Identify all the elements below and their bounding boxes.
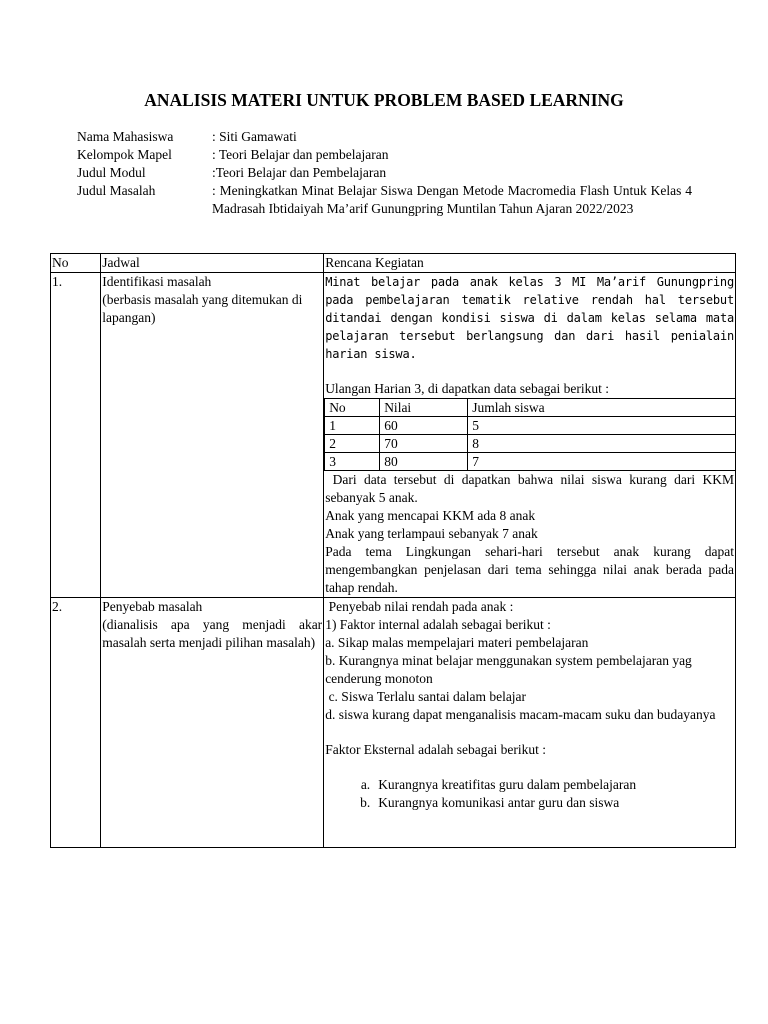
meta-row [77,146,692,164]
row-number: 1. [51,273,101,598]
meta-value: : Teori Belajar dan pembelajaran [212,147,389,162]
jadwal-description: (dianalisis apa yang menjadi akar masalah serta menjadi pilihan masalah) [102,617,323,650]
meta-value: : Meningkatkan Minat Belajar Siswa Dengan Metode Macromedia Flash Untuk Kelas 4 Madrasah Ibtidaiyah Ma’arif Gunungpring Muntilan Tahun Ajaran 2022/2023 [212,183,692,216]
eksternal-list [325,776,734,812]
score-cell: 5 [468,417,736,435]
cause-line: a. Sikap malas mempelajari materi pembelajaran [325,635,589,650]
list-text: Kurangnya kreatifitas guru dalam pembelajaran [378,777,637,792]
cause-line: b. Kurangnya minat belajar menggunakan system pembelajaran yag cenderung monoton [325,653,692,686]
list-item [325,776,734,794]
score-header-row [325,399,736,417]
meta-row [77,128,692,146]
cause-line: 1) Faktor internal adalah sebagai berikut : [325,617,551,632]
jadwal-title: Identifikasi masalah [102,274,212,289]
score-header: Jumlah siswa [468,399,736,417]
jadwal-cell [101,273,324,598]
header-rencana: Rencana Kegiatan [324,254,736,273]
meta-label: Judul Modul [77,165,146,180]
list-marker: a. [360,777,371,792]
score-cell: 3 [325,453,380,471]
table-row [51,598,736,848]
score-cell: 80 [380,453,468,471]
score-cell: 70 [380,435,468,453]
jadwal-cell [101,598,324,848]
row-number: 2. [51,598,101,848]
meta-label: Judul Masalah [77,183,156,198]
jadwal-title: Penyebab masalah [102,599,203,614]
conclusion-text: Anak yang terlampaui sebanyak 7 anak [325,526,538,541]
meta-label: Kelompok Mapel [77,147,172,162]
meta-row [77,182,692,218]
score-header: Nilai [380,399,468,417]
ulangan-text: Ulangan Harian 3, di dapatkan data sebagai berikut : [325,381,609,396]
conclusion-text: Anak yang mencapai KKM ada 8 anak [325,508,536,523]
score-cell: 8 [468,435,736,453]
document-title: ANALISIS MATERI UNTUK PROBLEM BASED LEARNING [144,90,624,110]
cause-line: d. siswa kurang dapat menganalisis macam-macam suku dan budayanya [325,707,716,722]
meta-block [77,128,692,218]
conclusion-text: Dari data tersebut di dapatkan bahwa nilai siswa kurang dari KKM sebanyak 5 anak. [325,472,738,505]
meta-label: Nama Mahasiswa [77,129,174,144]
conclusion-text: Pada tema Lingkungan sehari-hari tersebut anak kurang dapat mengembangkan penjelasan dari tema sehingga nilai anak berada pada tahap rendah. [325,544,734,595]
score-cell: 7 [468,453,736,471]
rencana-cell [324,273,736,598]
list-text: Kurangnya komunikasi antar guru dan siswa [378,795,620,810]
score-cell: 1 [325,417,380,435]
score-cell: 2 [325,435,380,453]
header-jadwal: Jadwal [101,254,324,273]
table-header-row [51,254,736,273]
cause-line: Penyebab nilai rendah pada anak : [325,599,514,614]
analysis-table [50,253,736,848]
jadwal-description: (berbasis masalah yang ditemukan di lapangan) [102,292,303,325]
score-row [325,417,736,435]
list-marker: b. [360,795,371,810]
meta-row [77,164,692,182]
table-row [51,273,736,598]
header-no: No [51,254,101,273]
score-row [325,435,736,453]
meta-value: :Teori Belajar dan Pembelajaran [212,165,387,180]
eksternal-heading: Faktor Eksternal adalah sebagai berikut : [325,742,546,757]
meta-value: : Siti Gamawati [212,129,297,144]
score-table [324,398,736,471]
problem-intro: Minat belajar pada anak kelas 3 MI Ma’arif Gunungpring pada pembelajaran tematik relative rendah hal tersebut ditandai dengan kondisi siswa di dalam kelas selama mata pelajaran tersebut berlangsung dan dari hasil penialain harian siswa. [325,275,734,361]
score-row [325,453,736,471]
rencana-cell [324,598,736,848]
score-cell: 60 [380,417,468,435]
score-header: No [325,399,380,417]
list-item [325,794,734,812]
cause-line: c. Siswa Terlalu santai dalam belajar [325,689,527,704]
